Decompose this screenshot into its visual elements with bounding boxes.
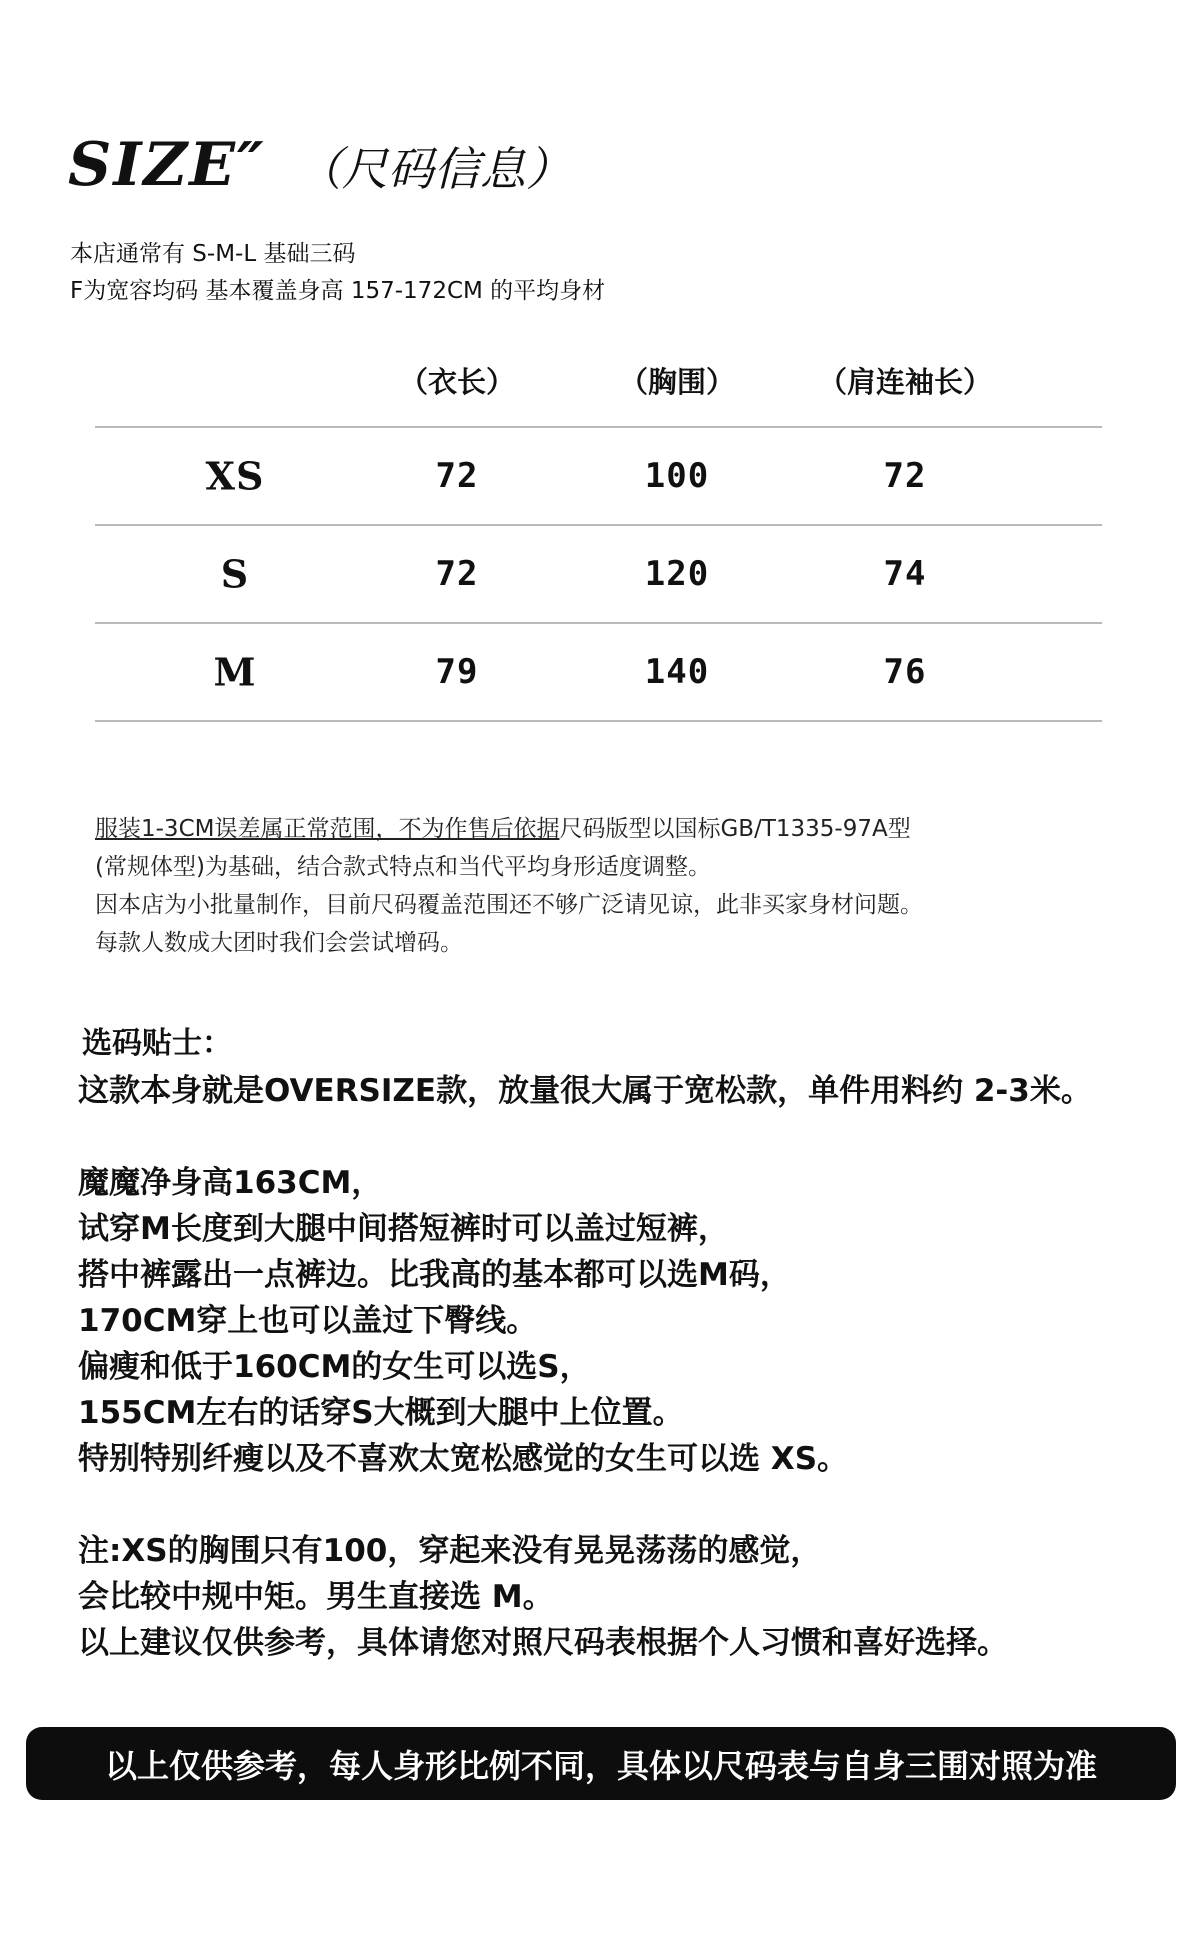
tip-line: 试穿M长度到大腿中间搭短裤时可以盖过短裤，: [78, 1211, 729, 1247]
length-value: 72: [435, 456, 479, 496]
tip-line: 特别特别纤瘦以及不喜欢太宽松感觉的女生可以选 XS。: [78, 1441, 849, 1477]
tip-line: 会比较中规中矩。男生直接选 M。: [78, 1579, 554, 1615]
intro-line: 本店通常有 S-M-L 基础三码: [70, 241, 356, 267]
sleeve-value: 74: [883, 554, 927, 594]
chest-value: 120: [644, 554, 710, 594]
note-line: 因本店为小批量制作，目前尺码覆盖范围还不够广泛请见谅，此非买家身材问题。: [95, 892, 923, 918]
note-disclaimer: 服装1-3CM误差属正常范围，不为作售后依据: [95, 816, 560, 842]
reference-banner: 以上仅供参考，每人身形比例不同，具体以尺码表与自身三围对照为准: [26, 1727, 1176, 1800]
title-chinese: （尺码信息）: [295, 142, 572, 196]
note-line: (常规体型)为基础，结合款式特点和当代平均身形适度调整。: [95, 854, 711, 880]
table-row: [95, 428, 1102, 524]
note-standard: 尺码版型以国标GB/T1335-97A型: [559, 816, 911, 842]
tip-spacer: [78, 1114, 1092, 1160]
chest-value: 100: [644, 456, 710, 496]
note-line: 每款人数成大团时我们会尝试增码。: [95, 930, 463, 956]
page-title: [68, 130, 572, 210]
tip-line: 注:XS的胸围只有100，穿起来没有晃晃荡荡的感觉，: [78, 1533, 822, 1569]
size-label: M: [213, 649, 257, 695]
chest-value: 140: [644, 652, 710, 692]
tip-line: 以上建议仅供参考，具体请您对照尺码表根据个人习惯和喜好选择。: [78, 1625, 1008, 1661]
measurement-notes: [95, 810, 923, 962]
table-row: [95, 624, 1102, 720]
tip-line: 155CM左右的话穿S大概到大腿中上位置。: [78, 1395, 684, 1431]
table-header: [95, 360, 1102, 426]
intro-line: F为宽容均码 基本覆盖身高 157-172CM 的平均身材: [70, 278, 606, 304]
tip-line: 偏瘦和低于160CM的女生可以选S，: [78, 1349, 591, 1385]
title-english: SIZE″: [68, 130, 266, 200]
sleeve-value: 76: [883, 652, 927, 692]
note-line: [95, 810, 923, 848]
column-header-length: （衣长）: [398, 365, 516, 399]
size-label: S: [220, 551, 250, 597]
intro-text: [70, 236, 605, 310]
table-row: [95, 526, 1102, 622]
sleeve-value: 72: [883, 456, 927, 496]
tip-line: 170CM穿上也可以盖过下臀线。: [78, 1303, 538, 1339]
tips-heading: 选码贴士：: [82, 1026, 232, 1061]
length-value: 72: [435, 554, 479, 594]
size-label: XS: [205, 453, 265, 499]
divider: [95, 720, 1102, 722]
column-header-chest: （胸围）: [618, 365, 736, 399]
sizing-tips: [78, 1068, 1092, 1666]
column-header-sleeve: （肩连袖长）: [817, 365, 993, 399]
tip-line: 魔魔净身高163CM，: [78, 1165, 383, 1201]
tip-line: 这款本身就是OVERSIZE款，放量很大属于宽松款，单件用料约 2-3米。: [78, 1073, 1092, 1109]
length-value: 79: [435, 652, 479, 692]
tip-spacer: [78, 1482, 1092, 1528]
tip-line: 搭中裤露出一点裤边。比我高的基本都可以选M码，: [78, 1257, 791, 1293]
size-table: [95, 360, 1102, 722]
